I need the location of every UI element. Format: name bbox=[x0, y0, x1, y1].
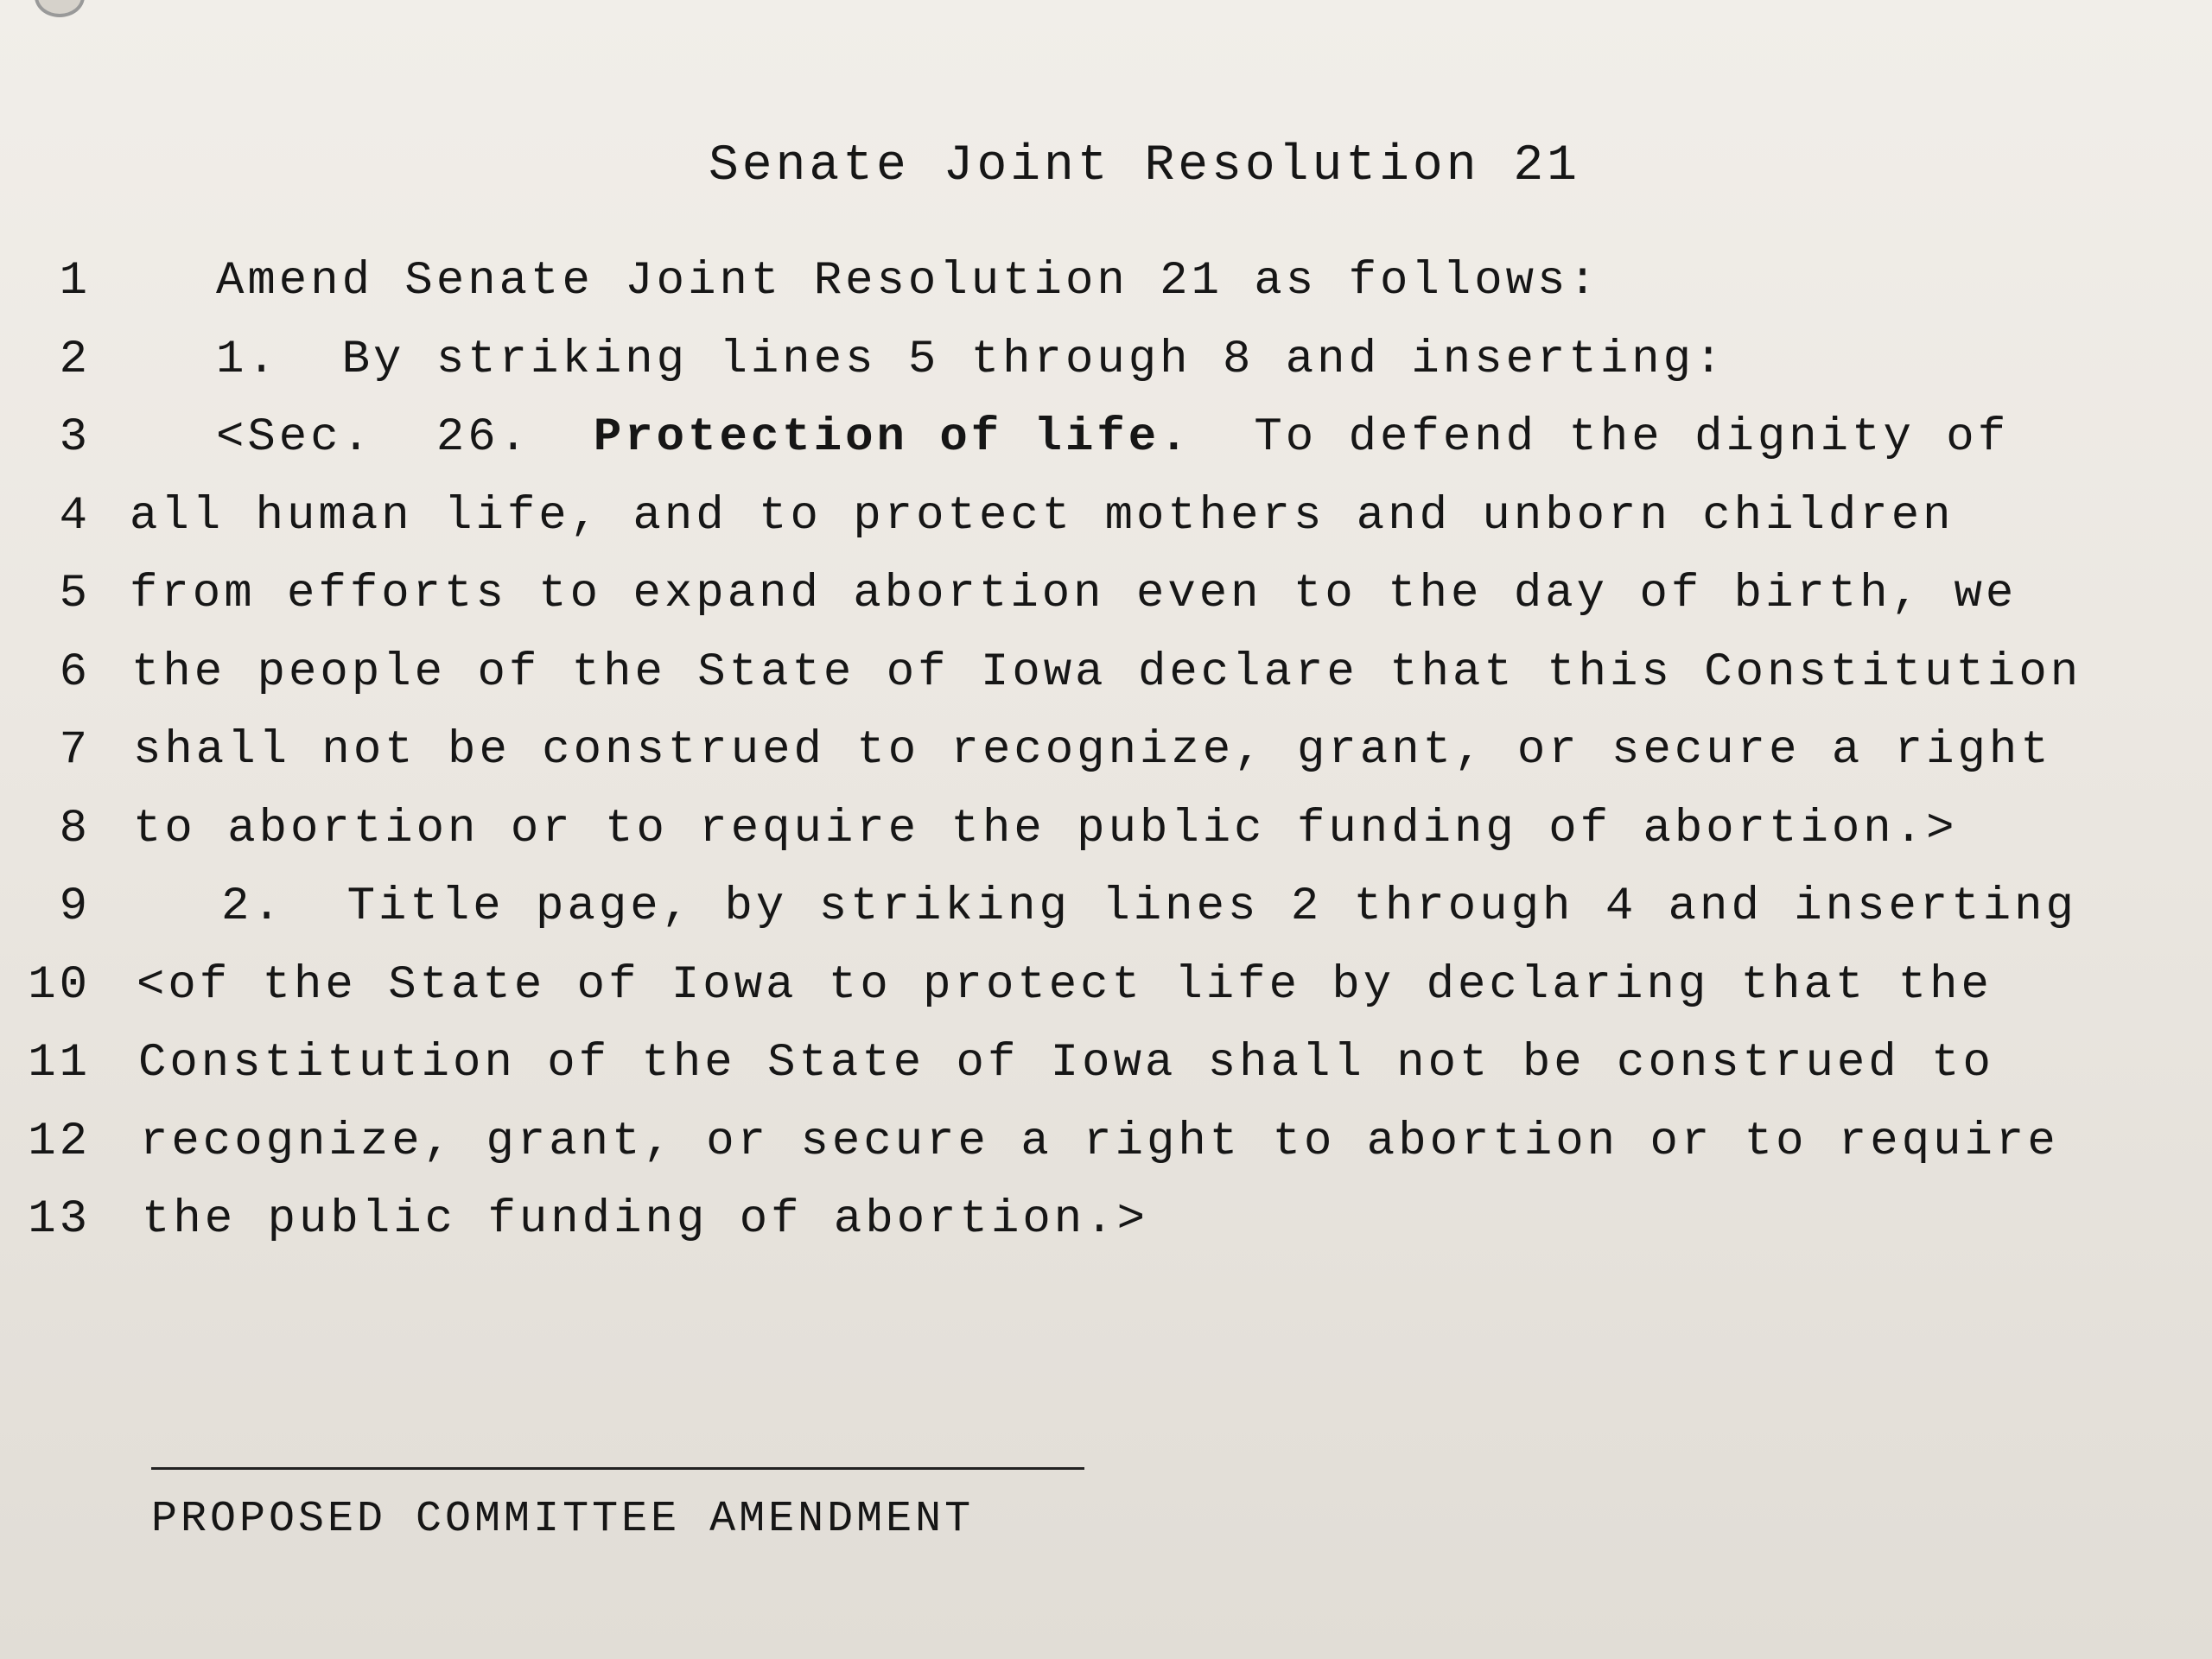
line-text bbox=[133, 724, 2052, 777]
line-text bbox=[137, 959, 1993, 1012]
body-text: Amend Senate Joint Resolution 21 as follows: bbox=[216, 255, 1600, 308]
line-text bbox=[130, 490, 1955, 543]
line-number: 2 bbox=[59, 333, 91, 386]
body-text: <of the State of Iowa to protect life by declaring that the bbox=[137, 958, 1993, 1012]
body-text: from efforts to expand abortion even to the day of birth, we bbox=[130, 568, 2018, 620]
body-text: 1. By striking lines 5 through 8 and inserting: bbox=[216, 333, 1726, 386]
line-number: 11 bbox=[28, 1037, 91, 1090]
line-number: 7 bbox=[59, 724, 91, 777]
bold-heading-text: Protection of life. bbox=[593, 411, 1192, 464]
body-text: the public funding of abortion.> bbox=[142, 1193, 1148, 1246]
line-number: 10 bbox=[28, 958, 91, 1012]
line-text bbox=[130, 568, 2017, 620]
line-text bbox=[221, 880, 2077, 933]
line-number: 8 bbox=[59, 802, 91, 855]
binder-ring-icon bbox=[35, 0, 85, 17]
line-number: 9 bbox=[59, 880, 91, 933]
amendment-label: PROPOSED COMMITTEE AMENDMENT bbox=[151, 1495, 975, 1544]
line-number: 1 bbox=[59, 255, 91, 308]
body-text: the people of the State of Iowa declare that this Constitution bbox=[131, 645, 2082, 699]
line-number: 6 bbox=[59, 645, 91, 699]
line-text bbox=[131, 646, 2082, 699]
body-text: all human life, and to protect mothers and unborn children bbox=[130, 489, 1955, 543]
body-text: <Sec. 26. bbox=[216, 411, 594, 464]
line-text bbox=[216, 411, 2009, 464]
line-text bbox=[216, 255, 1600, 308]
line-text bbox=[142, 1193, 1148, 1246]
body-text: 2. Title page, by striking lines 2 through 4 and inserting bbox=[221, 880, 2077, 933]
line-number: 4 bbox=[59, 489, 91, 543]
line-number: 12 bbox=[28, 1115, 91, 1168]
line-text bbox=[133, 803, 1958, 855]
body-text: To defend the dignity of bbox=[1191, 411, 2010, 464]
body-text: to abortion or to require the public funding of abortion.> bbox=[133, 802, 1958, 855]
body-text: recognize, grant, or secure a right to abortion or to require bbox=[140, 1115, 2059, 1168]
line-number: 5 bbox=[59, 568, 91, 620]
document-title: Senate Joint Resolution 21 bbox=[709, 138, 1580, 194]
line-text bbox=[216, 334, 1726, 386]
signature-line bbox=[151, 1467, 1084, 1470]
line-text bbox=[140, 1116, 2059, 1168]
line-number: 3 bbox=[59, 411, 91, 464]
body-text: Constitution of the State of Iowa shall not be construed to bbox=[138, 1037, 1994, 1090]
body-text: shall not be construed to recognize, grant, or secure a right bbox=[133, 724, 2052, 777]
line-text bbox=[138, 1037, 1994, 1090]
line-number: 13 bbox=[28, 1193, 91, 1246]
